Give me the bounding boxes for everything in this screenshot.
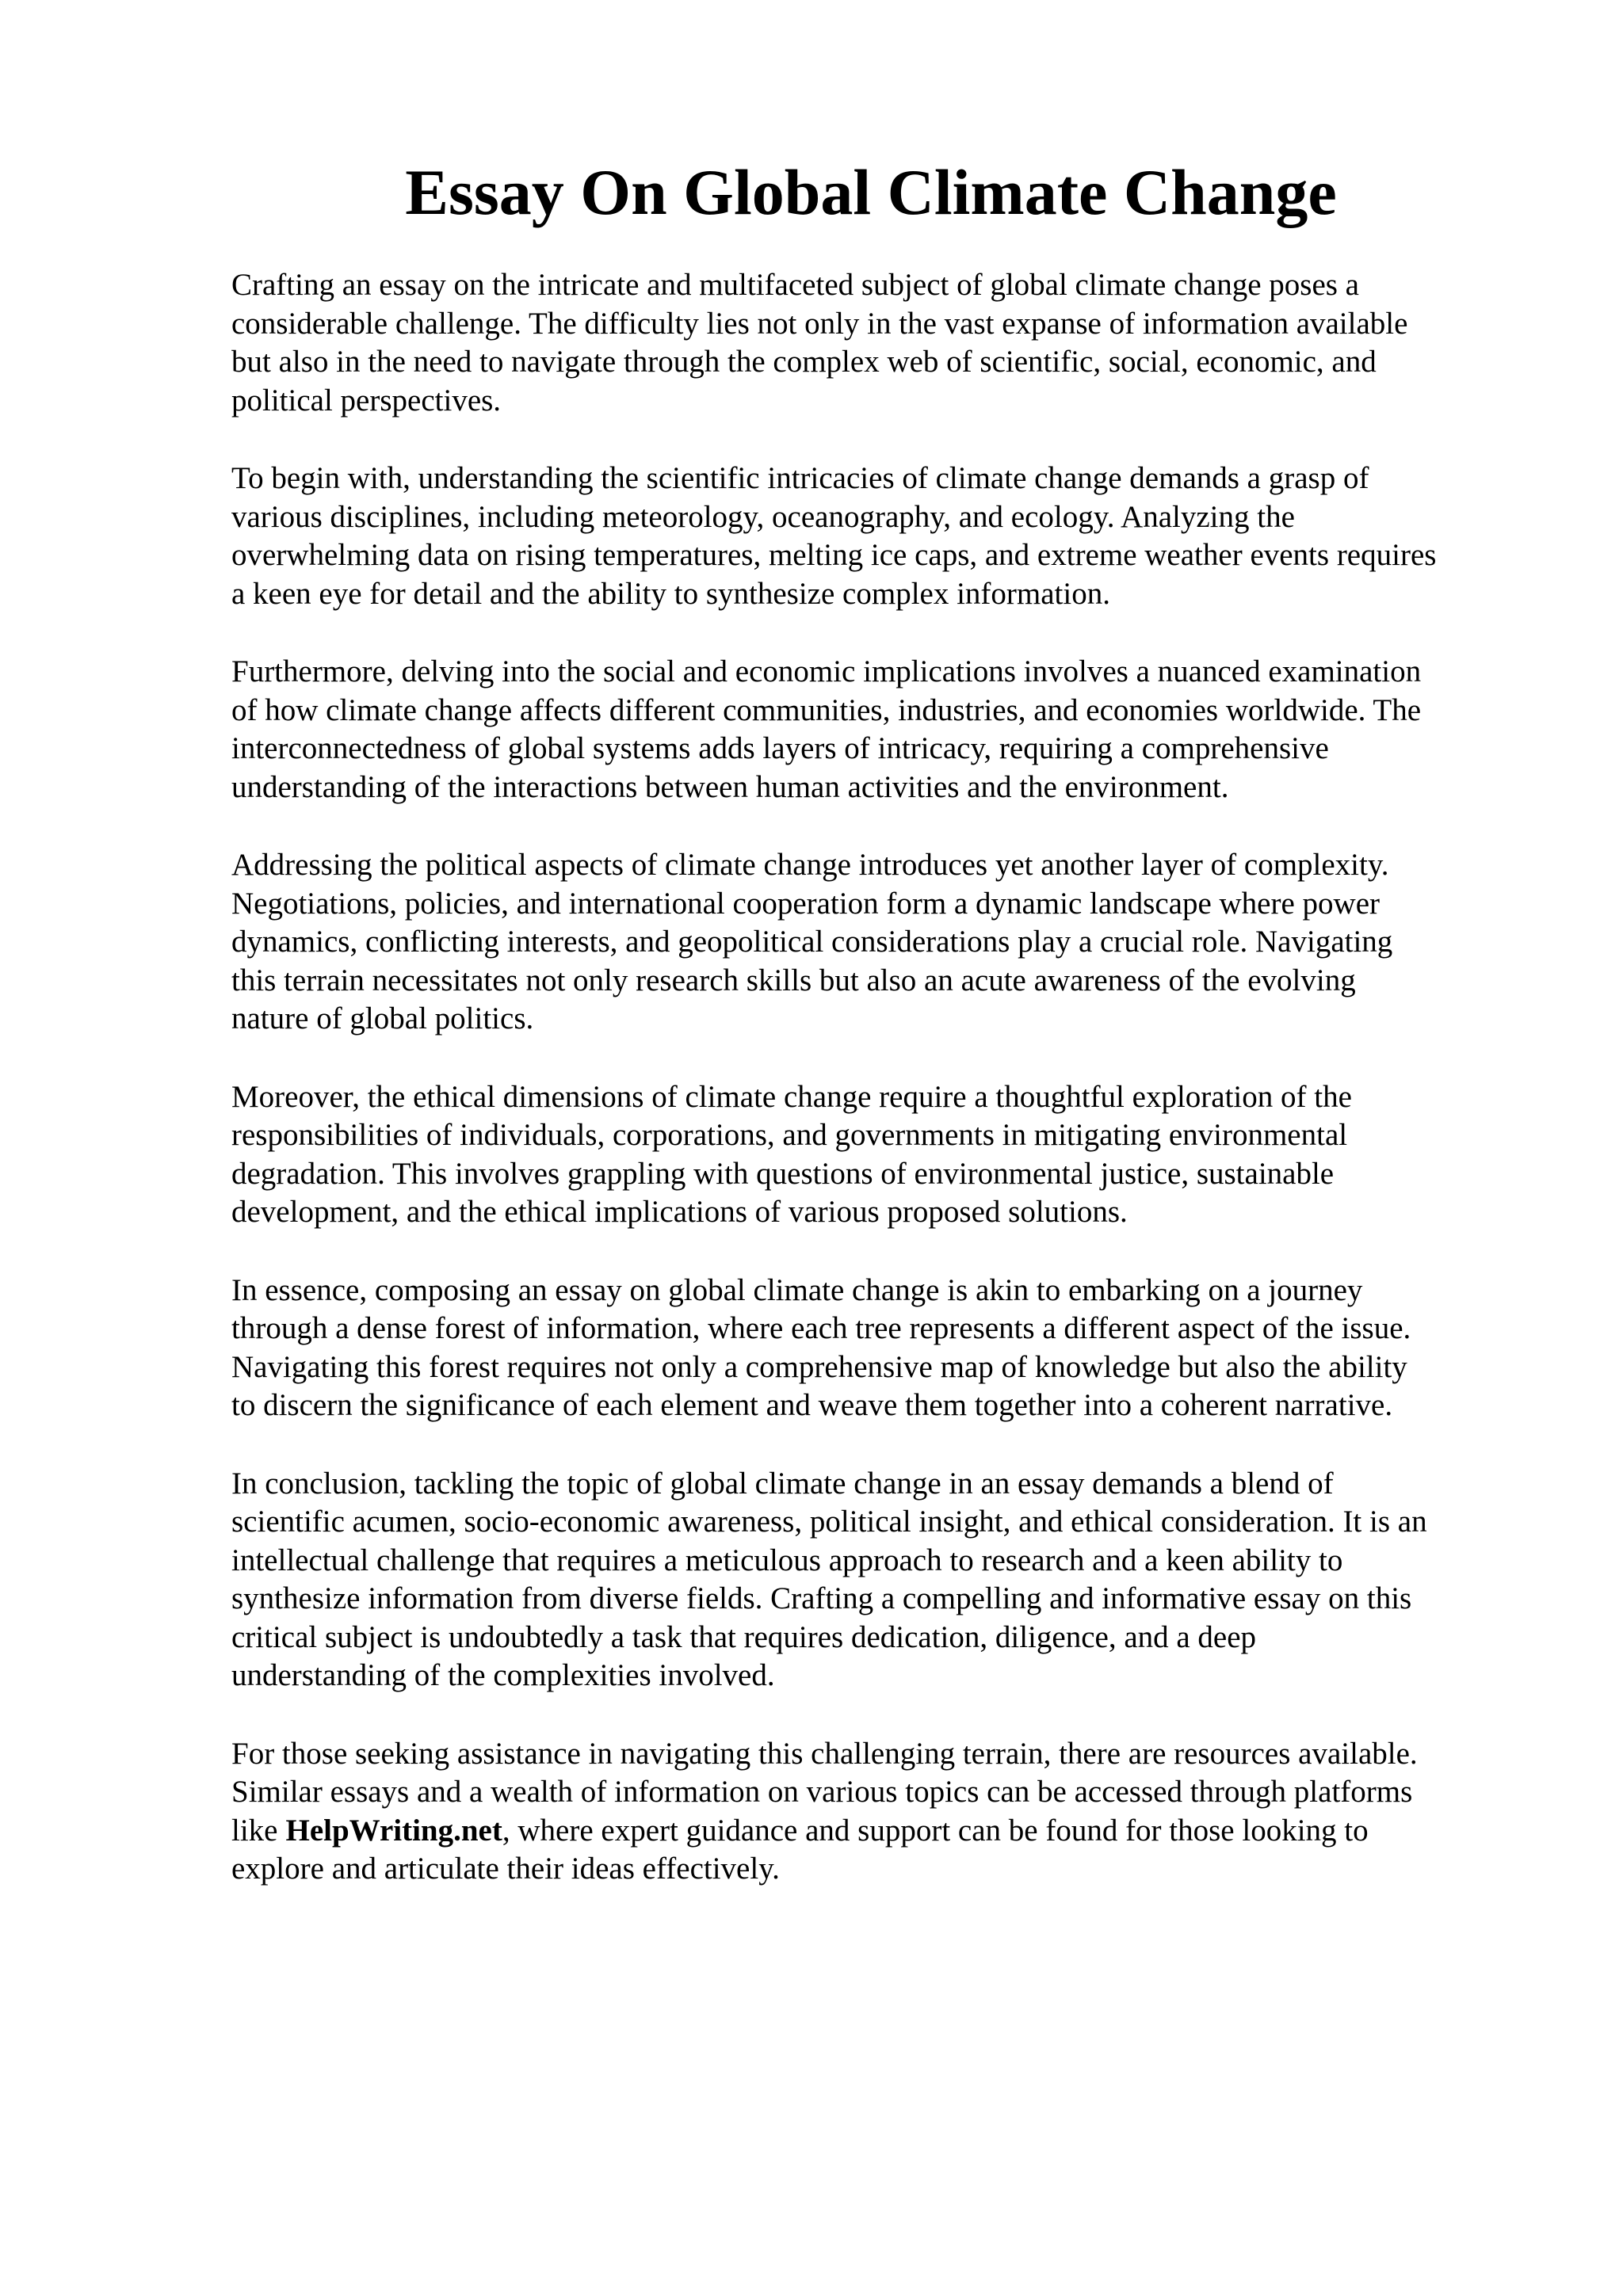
paragraph-resources — [231, 1735, 1519, 1889]
paragraph-ethical: Moreover, the ethical dimensions of climate change require a thoughtful exploration of the responsibilities of individuals, corporations, and governments in mitigating environmental degradation. This involves grappling with questions of environmental justice, sustainable development, and the ethical implications of various proposed solutions. — [231, 1079, 1352, 1229]
resources-text-before-link: For those seeking assistance in navigating this challenging terrain, there are resources available. Similar essays and a wealth of information on various topics can be accessed through platforms like — [231, 1736, 1418, 1848]
paragraph-essence: In essence, composing an essay on global climate change is akin to embarking on a journey through a dense forest of information, where each tree represents a different aspect of the issue. Navigating this forest requires not only a comprehensive map of knowledge but also the ability to discern the significance of each element and weave them together into a coherent narrative. — [231, 1272, 1411, 1422]
page-title: Essay On Global Climate Change — [405, 156, 1337, 228]
resources-text-after-link: , where expert guidance and support can be found for those looking to explore and articulate their ideas effectively. — [231, 1813, 1369, 1886]
paragraph-intro: Crafting an essay on the intricate and multifaceted subject of global climate change poses a considerable challenge. The difficulty lies not only in the vast expanse of information available but also in the need to navigate through the complex web of scientific, social, economic, and political perspectives. — [231, 268, 1408, 418]
paragraph-social-economic: Furthermore, delving into the social and economic implications involves a nuanced examination of how climate change affects different communities, industries, and economies worldwide. The interconnectedness of global systems adds layers of intricacy, requiring a comprehensive understanding of the interactions between human activities and the environment. — [231, 654, 1422, 804]
paragraph-conclusion: In conclusion, tackling the topic of global climate change in an essay demands a blend of scientific acumen, socio-economic awareness, political insight, and ethical consideration. It is an intellectual challenge that requires a meticulous approach to research and a keen ability to synthesize information from diverse fields. Crafting a compelling and informative essay on this critical subject is undoubtedly a task that requires dedication, diligence, and a deep understanding of the complexities involved. — [231, 1466, 1427, 1692]
paragraph-scientific: To begin with, understanding the scientific intricacies of climate change demands a grasp of various disciplines, including meteorology, oceanography, and ecology. Analyzing the overwhelming data on rising temperatures, melting ice caps, and extreme weather events requires a keen eye for detail and the ability to synthesize complex information. — [231, 461, 1437, 611]
paragraph-political: Addressing the political aspects of climate change introduces yet another layer of complexity. Negotiations, policies, and international cooperation form a dynamic landscape where power dynamics, conflicting interests, and geopolitical considerations play a crucial role. Navigating this terrain necessitates not only research skills but also an acute awareness of the evolving nature of global politics. — [231, 848, 1393, 1035]
helpwriting-link[interactable]: HelpWriting.net — [285, 1813, 502, 1848]
essay-body — [231, 266, 1519, 1928]
